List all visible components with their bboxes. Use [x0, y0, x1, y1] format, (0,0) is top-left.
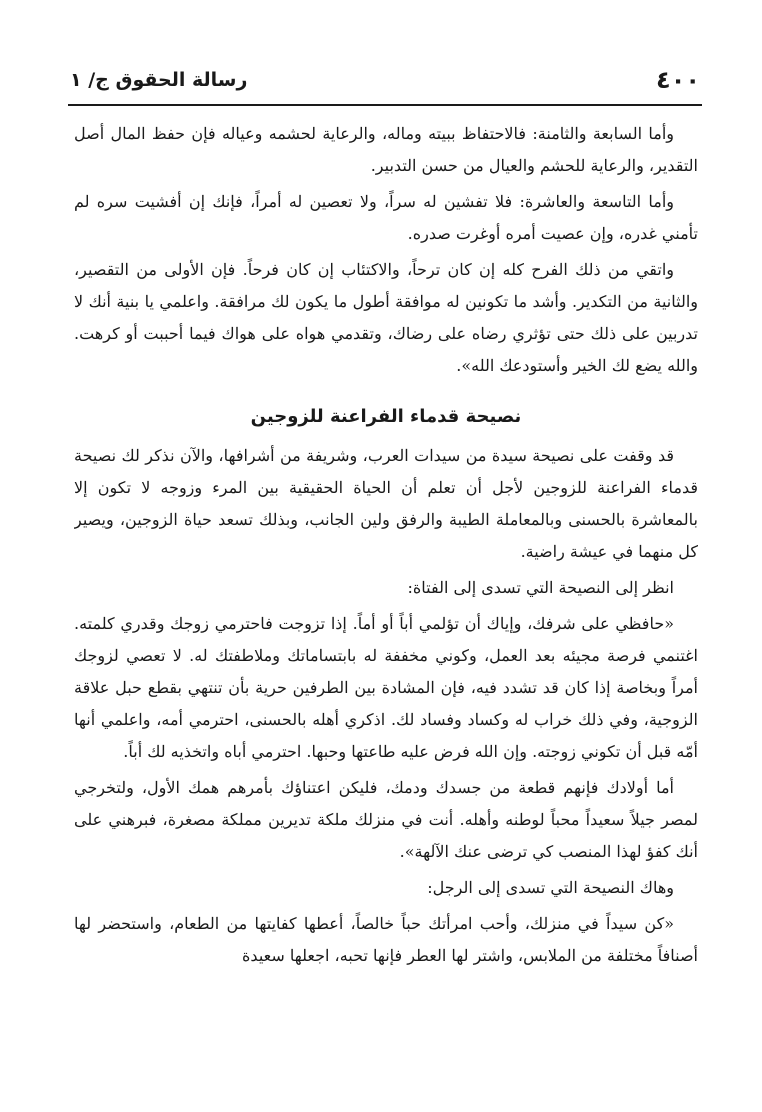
running-title: رسالة الحقوق ج/ ١ [70, 69, 248, 91]
page-number: ٤٠٠ [656, 66, 700, 94]
page-body [74, 118, 698, 1092]
paragraph: وهاك النصيحة التي تسدى إلى الرجل: [427, 878, 674, 897]
paragraph: وأما السابعة والثامنة: فالاحتفاظ ببيته وماله، والرعاية لحشمه وعياله فإن حفظ المال أصل التقدير، والرعاية للحشم والعيال من حسن التدبير. [74, 124, 698, 175]
paragraph: «كن سيداً في منزلك، وأحب امرأتك حباً خالصاً، أعطها كفايتها من الطعام، واستحضر لها أصنافاً مختلفة من الملابس، واشتر لها العطر فإنها تحبه، اجعلها سعيدة [74, 914, 698, 965]
paragraph: وأما التاسعة والعاشرة: فلا تفشين له سراً، ولا تعصين له أمراً، فإنك إن أفشيت سره لم تأمني غدره، وإن عصيت أمره أوغرت صدره. [74, 192, 698, 243]
paragraph: قد وقفت على نصيحة سيدة من سيدات العرب، وشريفة من أشرافها، والآن نذكر لك نصيحة قدماء الفراعنة للزوجين لأجل أن تعلم أن الحياة الحقيقية بين المرء وزوجه لا تكون إلا بالمعاشرة بالحسنى وبالمعاملة الطيبة والرفق ولين الجانب، وبذلك تسعد حياة الزوجين، ويصير كل منهما في عيشة راضية. [74, 446, 698, 561]
page-header [70, 60, 700, 100]
paragraph: واتقي من ذلك الفرح كله إن كان ترحاً، والاكتئاب إن كان فرحاً. فإن الأولى من التقصير، والثانية من التكدير. وأشد ما تكونين له موافقة أطول ما يكون لك مرافقة. واعلمي يا بنية أنك لا تدربين على ذلك حتى تؤثري رضاه على رضاك، وتقدمي هواه على هواك فيما أحببت أو كرهت. والله يضع لك الخير وأستودعك الله». [74, 260, 698, 375]
paragraph: أما أولادك فإنهم قطعة من جسدك ودمك، فليكن اعتناؤك بأمرهم همك الأول، ولتخرجي لمصر جيلاً سعيداً محباً لوطنه وأهله. أنت في منزلك ملكة تديرين مملكة مصغرة، فبرهني على أنك كفؤ لهذا المنصب كي ترضى عنك الآلهة». [74, 778, 698, 861]
paragraph: انظر إلى النصيحة التي تسدى إلى الفتاة: [407, 578, 674, 597]
paragraph: «حافظي على شرفك، وإياك أن تؤلمي أباً أو أماً. إذا تزوجت فاحترمي زوجك وقدري كلمته. اغتنمي فرصة مجيئه بعد العمل، وكوني مخففة له بابتساماتك وملاطفتك له. لا تعصي لزوجك أمراً وبخاصة إذا كان قد تشدد فيه، فإن المشادة بين الطرفين حرية بأن تنتهي بقطع حبل علاقة الزوجية، وفي ذلك خراب له وكساد وفساد لك. اذكري أهله بالحسنى، احترمي أمه، واعلمي أنها أمّه قبل أن تكوني زوجته. وإن الله فرض عليه طاعتها وحبها. احترمي أباه واتخذيه لك أباً. [74, 614, 698, 761]
header-divider [68, 104, 702, 106]
section-heading: نصيحة قدماء الفراعنة للزوجين [250, 406, 522, 427]
